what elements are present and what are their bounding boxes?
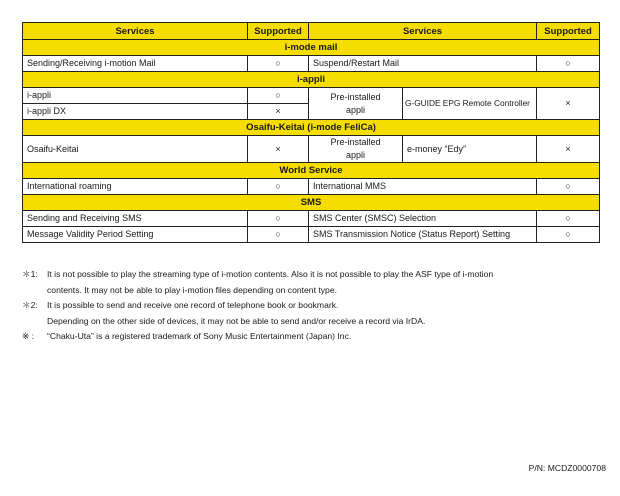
header-supported-left: Supported	[248, 23, 309, 40]
service-cell: e-money “Edy”	[403, 136, 537, 163]
table-row	[23, 88, 600, 104]
section-osaifu: Osaifu-Keitai (i-mode FeliCa)	[23, 120, 600, 136]
footnote-1	[22, 267, 592, 298]
footnote-text: It is possible to send and receive one record of telephone book or bookmark.	[47, 300, 339, 311]
preinstalled-line2: appli	[345, 104, 365, 115]
supported-cell: ○	[537, 56, 600, 72]
footnote-mark: ※ :	[22, 331, 34, 342]
service-cell: Sending and Receiving SMS	[23, 211, 248, 227]
supported-cell: ○	[248, 56, 309, 72]
preinstalled-line1: Pre-installed	[330, 137, 381, 147]
section-row	[23, 40, 600, 56]
supported-cell: ×	[537, 88, 600, 120]
service-cell: Message Validity Period Setting	[23, 227, 248, 243]
footnote-text: contents. It may not be able to play i-motion files depending on content type.	[47, 284, 337, 295]
supported-cell: ○	[248, 179, 309, 195]
services-table	[22, 22, 600, 243]
footnote-text: Depending on the other side of devices, it may not be able to send and/or receive a record via IrDA.	[47, 315, 426, 326]
service-cell: International MMS	[309, 179, 537, 195]
service-cell: SMS Center (SMSC) Selection	[309, 211, 537, 227]
service-cell: i-appli	[23, 88, 248, 104]
service-cell: SMS Transmission Notice (Status Report) Setting	[309, 227, 537, 243]
service-cell: Suspend/Restart Mail	[309, 56, 537, 72]
supported-cell: ×	[248, 104, 309, 120]
table-header-row	[23, 23, 600, 40]
table-row	[23, 227, 600, 243]
service-cell: Osaifu-Keitai	[23, 136, 248, 163]
service-cell: G-GUIDE EPG Remote Controller	[403, 88, 537, 120]
section-row	[23, 163, 600, 179]
header-services-right: Services	[309, 23, 537, 40]
part-number: P/N: MCDZ0000708	[528, 463, 606, 473]
table-row	[23, 136, 600, 163]
supported-cell: ○	[537, 179, 600, 195]
service-cell: i-appli DX	[23, 104, 248, 120]
supported-cell: ○	[248, 88, 309, 104]
section-row	[23, 195, 600, 211]
footnotes	[22, 267, 592, 345]
section-row	[23, 120, 600, 136]
footnote-mark: ＊2:	[22, 300, 38, 311]
supported-cell: ○	[537, 211, 600, 227]
section-world-service: World Service	[23, 163, 600, 179]
footnote-2	[22, 298, 592, 329]
preinstalled-line1: Pre-installed	[330, 91, 381, 102]
preinstalled-line2: appli	[345, 150, 365, 160]
footnote-3	[22, 329, 592, 345]
service-cell: International roaming	[23, 179, 248, 195]
service-cell: Sending/Receiving i-motion Mail	[23, 56, 248, 72]
table-row	[23, 211, 600, 227]
header-supported-right: Supported	[537, 23, 600, 40]
supported-cell: ×	[248, 136, 309, 163]
table-row	[23, 179, 600, 195]
footnote-text: It is not possible to play the streaming type of i-motion contents. Also it is not possible to play the ASF type of i-motion	[47, 269, 494, 279]
section-sms: SMS	[23, 195, 600, 211]
supported-cell: ○	[537, 227, 600, 243]
footnote-text: “Chaku-Uta” is a registered trademark of Sony Music Entertainment (Japan) Inc.	[47, 331, 352, 342]
supported-cell: ○	[248, 227, 309, 243]
section-imode-mail: i-mode mail	[23, 40, 600, 56]
section-row	[23, 72, 600, 88]
supported-cell: ○	[248, 211, 309, 227]
section-iappli: i-appli	[23, 72, 600, 88]
header-services-left: Services	[23, 23, 248, 40]
preinstalled-appli-cell	[309, 88, 403, 120]
footnote-mark: ＊1:	[22, 269, 38, 279]
preinstalled-appli-cell	[309, 136, 403, 163]
table-row	[23, 56, 600, 72]
supported-cell: ×	[537, 136, 600, 163]
